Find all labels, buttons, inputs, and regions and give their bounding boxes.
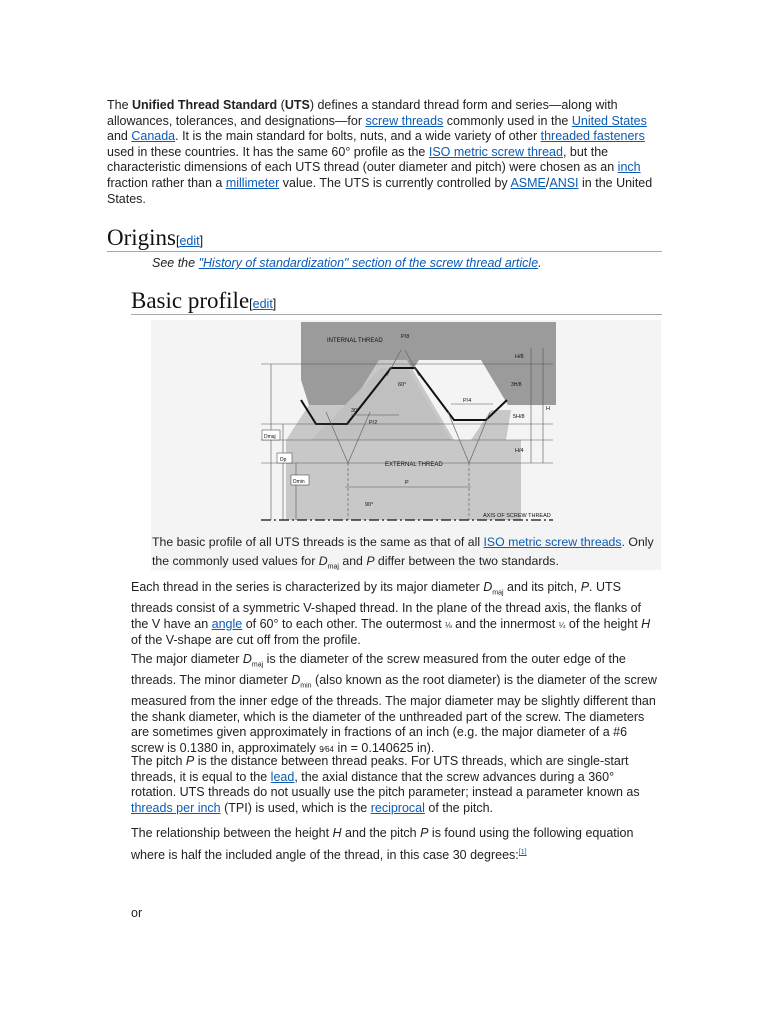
intro-text: ) defines a standard thread form and series—along with allowances, tolerances, and designations—for — [107, 98, 618, 128]
link-reciprocal[interactable]: reciprocal — [370, 800, 425, 815]
label-90deg: 90° — [365, 502, 374, 508]
link-iso-metric-screw-threads[interactable]: ISO metric screw threads — [483, 535, 622, 549]
body-text: is the diameter of the screw measured from the outer edge of the threads. The minor diameter — [131, 652, 626, 688]
body-text: in = 0.140625 in). — [333, 740, 435, 755]
body-text: Each thread in the series is characterized by its major diameter — [131, 580, 484, 594]
symbol-p: P — [185, 754, 195, 768]
intro-text: used in these countries. It has the same 60° profile as the — [107, 144, 429, 159]
link-iso-metric-screw-thread[interactable]: ISO metric screw thread — [428, 144, 563, 159]
body-text: . UTS threads consist of a symmetric V-shaped thread. In the plane of the thread axis, the flanks of the V have an — [131, 580, 642, 631]
link-threaded-fasteners[interactable]: threaded fasteners — [540, 129, 645, 144]
intro-bold-title: Unified Thread Standard — [132, 98, 278, 112]
reference-link[interactable]: [1] — [518, 849, 527, 856]
intro-text: ( — [277, 98, 285, 112]
symbol-h: H — [641, 616, 651, 631]
symbol-p: P — [366, 554, 375, 568]
hatnote — [152, 256, 542, 270]
edit-bracket: [ — [176, 234, 180, 248]
symbol-d: D — [291, 673, 301, 688]
paragraph-series — [131, 580, 661, 649]
origins-divider — [107, 251, 662, 252]
intro-paragraph — [107, 98, 657, 207]
caption-text: The basic profile of all UTS threads is the same as that of all — [152, 535, 484, 549]
origins-heading-text: Origins — [107, 225, 176, 250]
label-p: P — [405, 480, 409, 486]
symbol-h: H — [332, 826, 342, 840]
body-text: is found using the following equation where is half the included angle of the thread, in this case 30 degrees: — [131, 826, 634, 863]
label-internal-thread: INTERNAL THREAD — [327, 338, 383, 344]
body-text: of the pitch. — [424, 800, 493, 815]
caption-text: . Only the commonly used values for — [152, 535, 654, 568]
link-threads-per-inch[interactable]: threads per inch — [131, 800, 221, 815]
intro-text: in the United States. — [107, 175, 653, 206]
symbol-d: D — [242, 652, 252, 666]
internal-thread-region — [301, 322, 556, 405]
link-lead[interactable]: lead — [270, 769, 295, 784]
link-ansi[interactable]: ANSI — [549, 175, 579, 190]
intro-text: value. The UTS is currently controlled by — [279, 175, 511, 190]
body-text: of 60° to each other. The outermost — [242, 616, 446, 631]
basic-profile-edit-link[interactable]: edit — [252, 297, 273, 311]
label-h: H — [546, 406, 550, 412]
body-text: The pitch — [131, 754, 186, 768]
intro-text: . It is the main standard for bolts, nuts, and a wide variety of other — [175, 129, 541, 144]
origins-heading — [107, 225, 203, 251]
link-united-states[interactable]: United States — [571, 113, 647, 128]
label-dmin: Dmin — [293, 479, 305, 485]
label-5h8: 5H/8 — [513, 414, 525, 420]
link-history-of-standardization[interactable]: "History of standardization" section of the screw thread article — [198, 256, 539, 270]
link-screw-threads[interactable]: screw threads — [365, 113, 444, 128]
link-millimeter[interactable]: millimeter — [225, 175, 280, 190]
symbol-d: D — [318, 554, 328, 568]
label-p4: P/4 — [463, 398, 472, 404]
label-axis: AXIS OF SCREW THREAD — [483, 513, 551, 519]
intro-text: / — [545, 175, 550, 190]
intro-text: , but the characteristic dimensions of each UTS thread (outer diameter and pitch) were chosen as an — [107, 144, 618, 175]
edit-bracket: ] — [272, 297, 277, 311]
fraction-one-eighth: ⅛ — [445, 620, 452, 630]
label-p8: P/8 — [401, 334, 410, 340]
subscript-maj: maj — [492, 589, 504, 597]
intro-text: and — [107, 129, 132, 144]
intro-text: fraction rather than a — [107, 175, 226, 190]
subscript-min: min — [300, 682, 312, 690]
body-text: (TPI) is used, which is the — [220, 800, 371, 815]
body-text: and its pitch, — [503, 580, 581, 594]
edit-bracket: [ — [249, 297, 253, 311]
body-text: of the V-shape are cut off from the profile. — [131, 633, 361, 648]
body-text: , the axial distance that the screw advances during a 360° rotation. UTS threads do not usually use the pitch parameter; instead a parameter known as — [131, 769, 640, 800]
label-p2: P/2 — [369, 420, 378, 426]
symbol-p: P — [420, 826, 429, 840]
label-dmaj: Dmaj — [264, 434, 276, 440]
link-asme[interactable]: ASME — [510, 175, 546, 190]
body-text: The major diameter — [131, 652, 243, 666]
caption-text: differ between the two standards. — [374, 554, 559, 568]
body-text: and the pitch — [341, 826, 421, 840]
thread-profile-diagram — [151, 320, 661, 530]
edit-bracket: ] — [199, 234, 204, 248]
fraction-nine-sixtyfourths: 9⁄64 — [319, 744, 334, 754]
body-text: and the innermost — [451, 616, 559, 631]
link-canada[interactable]: Canada — [131, 129, 176, 144]
basic-profile-heading-text: Basic profile — [131, 288, 250, 313]
label-h8: H/8 — [515, 354, 524, 360]
symbol-p: P — [580, 580, 590, 594]
hatnote-text: See the — [152, 256, 199, 270]
paragraph-relationship — [131, 824, 661, 865]
hatnote-text: . — [538, 256, 542, 270]
label-60deg: 60° — [398, 382, 407, 388]
label-3h8: 3H/8 — [511, 382, 522, 388]
paragraph-diameters — [131, 652, 661, 758]
label-30deg: 30° — [351, 408, 360, 414]
label-external-thread: EXTERNAL THREAD — [385, 462, 443, 468]
body-text: of the height — [565, 616, 642, 631]
link-angle[interactable]: angle — [211, 616, 243, 631]
body-text: is the distance between thread peaks. For UTS threads, which are single-start threads, it is equal to the — [131, 754, 629, 784]
figure-caption — [152, 533, 662, 576]
paragraph-pitch — [131, 754, 661, 816]
basic-profile-heading — [131, 288, 276, 314]
subscript-maj: maj — [251, 661, 264, 669]
origins-edit-link[interactable]: edit — [179, 234, 200, 248]
intro-text: The — [107, 98, 133, 112]
body-text: The relationship between the height — [131, 826, 333, 840]
subscript-maj: maj — [327, 563, 339, 571]
intro-bold-abbr: UTS — [284, 98, 310, 112]
link-inch[interactable]: inch — [617, 160, 641, 175]
symbol-d: D — [483, 580, 493, 594]
fraction-one-quarter: ¼ — [558, 620, 566, 630]
intro-text: commonly used in the — [443, 113, 572, 128]
basic-profile-divider — [131, 314, 662, 315]
label-h4: H/4 — [515, 448, 524, 454]
label-dp: Dp — [280, 457, 287, 463]
caption-text: and — [338, 554, 367, 568]
or-text: or — [131, 906, 143, 920]
body-text: (also known as the root diameter) is the diameter of the screw measured from the inner edge of the threads. The major diameter may be slightly different than the shank diameter, which is the diameter of the unthreaded part of the screw. The diameters are sometimes given approximately in fractions of an inch (e.g. the major diameter of a #6 screw is 0.1380 in, approximately — [131, 673, 657, 755]
